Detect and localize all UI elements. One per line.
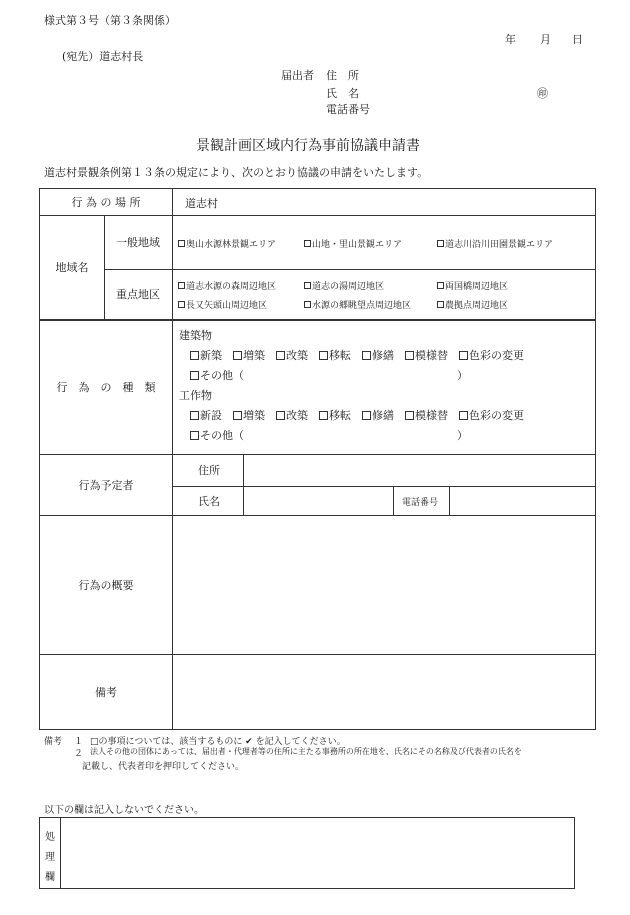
- building-other-close: ）: [457, 369, 468, 382]
- checkbox-icon: [190, 431, 199, 440]
- office-label-3: 欄: [45, 872, 55, 883]
- applicant-name-label: 氏 名: [326, 87, 359, 100]
- planner-address-label: 住所: [198, 464, 220, 477]
- structure-option-move[interactable]: 移転: [319, 407, 351, 423]
- note-1-number: １: [74, 737, 84, 747]
- area-label: 地域名: [55, 261, 89, 274]
- intro-text: 道志村景観条例第１３条の規定により、次のとおり協議の申請をいたします。: [44, 166, 429, 179]
- checkbox-icon: [276, 351, 285, 360]
- seal-mark: ㊞: [537, 87, 548, 100]
- area-option-ryogokubashi[interactable]: 両国橋周辺地区: [437, 279, 508, 292]
- structure-option-remodel[interactable]: 模様替: [405, 407, 448, 423]
- planner-name-field[interactable]: [244, 487, 392, 514]
- checkbox-icon: [276, 411, 285, 420]
- building-option-other[interactable]: その他（: [190, 367, 244, 383]
- structure-option-extend[interactable]: 増築: [233, 407, 265, 423]
- building-label: 建築物: [179, 329, 212, 342]
- area-option-doshi-no-yu[interactable]: 道志の湯周辺地区: [304, 279, 384, 292]
- checkbox-icon: [190, 411, 199, 420]
- area-option-nagamata[interactable]: 長又矢頭山周辺地区: [178, 298, 267, 311]
- planner-name-label: 氏名: [198, 495, 220, 508]
- area-option-suigen-sato[interactable]: 水源の郷眺望点周辺地区: [304, 298, 411, 311]
- building-option-move[interactable]: 移転: [319, 347, 351, 363]
- remarks-field[interactable]: [173, 655, 594, 729]
- structure-other-close: ）: [457, 429, 468, 442]
- date-day-label: 日: [572, 33, 583, 46]
- checkbox-icon: [459, 411, 468, 420]
- area-option-nokyoten[interactable]: 農拠点周辺地区: [437, 298, 508, 311]
- area-option-okuyama[interactable]: 奥山水源林景観エリア: [178, 237, 276, 250]
- building-option-color[interactable]: 色彩の変更: [459, 347, 524, 363]
- general-area-label: 一般地域: [116, 236, 160, 249]
- office-label-2: 理: [45, 852, 55, 863]
- priority-area-label: 重点地区: [116, 288, 160, 301]
- building-option-repair[interactable]: 修繕: [362, 347, 394, 363]
- planner-address-field[interactable]: [244, 455, 594, 485]
- checkbox-icon: [362, 411, 371, 420]
- notes-head: 備考: [44, 737, 63, 747]
- overview-field[interactable]: [173, 516, 594, 653]
- checkbox-icon: [304, 301, 311, 308]
- checkbox-icon: [459, 351, 468, 360]
- structure-option-repair[interactable]: 修繕: [362, 407, 394, 423]
- building-option-new[interactable]: 新築: [190, 347, 222, 363]
- checkbox-icon: [437, 240, 444, 247]
- structure-option-new[interactable]: 新設: [190, 407, 222, 423]
- applicant-address-label: 住 所: [326, 69, 359, 82]
- structure-label: 工作物: [179, 389, 212, 402]
- checkbox-icon: [319, 411, 328, 420]
- act-type-label: 行 為 の 種 類: [56, 380, 156, 394]
- note-2-line-1: 法人その他の団体にあっては、届出者・代理者等の住所に主たる事務所の所在地を、氏名にその名称及び代表者の氏名を: [90, 747, 522, 756]
- application-form-table: [39, 188, 596, 730]
- date-year-label: 年: [505, 33, 516, 46]
- planner-phone-label: 電話番号: [402, 498, 439, 508]
- checkbox-icon: [190, 351, 199, 360]
- area-option-sanchi[interactable]: 山地・里山景観エリア: [304, 237, 402, 250]
- checkbox-icon: [233, 351, 242, 360]
- place-value[interactable]: 道志村: [185, 197, 218, 210]
- checkbox-icon: [178, 240, 185, 247]
- building-option-remodel[interactable]: 模様替: [405, 347, 448, 363]
- checkbox-icon: [178, 301, 185, 308]
- checkbox-icon: [319, 351, 328, 360]
- checkbox-icon: [437, 282, 444, 289]
- checkbox-icon: [405, 411, 414, 420]
- applicant-label: 届出者: [281, 69, 314, 82]
- structure-option-other[interactable]: その他（: [190, 427, 244, 443]
- document-title: 景観計画区域内行為事前協議申請書: [196, 138, 420, 154]
- planner-phone-field[interactable]: [450, 487, 594, 514]
- place-label: 行 為 の 場 所: [71, 196, 141, 209]
- planner-label: 行為予定者: [78, 478, 134, 492]
- area-option-suigen-mori[interactable]: 道志水源の森周辺地区: [178, 279, 276, 292]
- structure-options: [190, 407, 535, 423]
- structure-option-color[interactable]: 色彩の変更: [459, 407, 524, 423]
- checkbox-icon: [304, 240, 311, 247]
- building-option-extend[interactable]: 増築: [233, 347, 265, 363]
- checkbox-icon: [190, 371, 199, 380]
- checkbox-icon: [405, 351, 414, 360]
- office-label-1: 処: [45, 832, 55, 843]
- overview-label: 行為の概要: [78, 578, 134, 592]
- form-number: 様式第３号（第３条関係）: [44, 14, 176, 27]
- area-option-doshigawa[interactable]: 道志川沿川田園景観エリア: [437, 237, 553, 250]
- checkbox-icon: [362, 351, 371, 360]
- addressee: (宛先）道志村長: [62, 50, 144, 63]
- checkbox-icon: [233, 411, 242, 420]
- office-use-note: 以下の欄は記入しないでください。: [44, 805, 204, 816]
- note-2-line-2: 記載し、代表者印を押印してください。: [82, 762, 245, 772]
- checkbox-icon: [178, 282, 185, 289]
- checkbox-icon: [304, 282, 311, 289]
- checkbox-icon: [437, 301, 444, 308]
- remarks-label: 備考: [95, 686, 117, 699]
- structure-option-rebuild[interactable]: 改築: [276, 407, 308, 423]
- note-2-number: ２: [74, 749, 84, 759]
- date-month-label: 月: [540, 33, 551, 46]
- building-options: [190, 347, 535, 363]
- applicant-phone-label: 電話番号: [326, 103, 370, 116]
- note-1-text: □の事項については、該当するものに ✔ を記入してください。: [90, 737, 346, 747]
- building-option-rebuild[interactable]: 改築: [276, 347, 308, 363]
- office-use-box: [39, 817, 575, 889]
